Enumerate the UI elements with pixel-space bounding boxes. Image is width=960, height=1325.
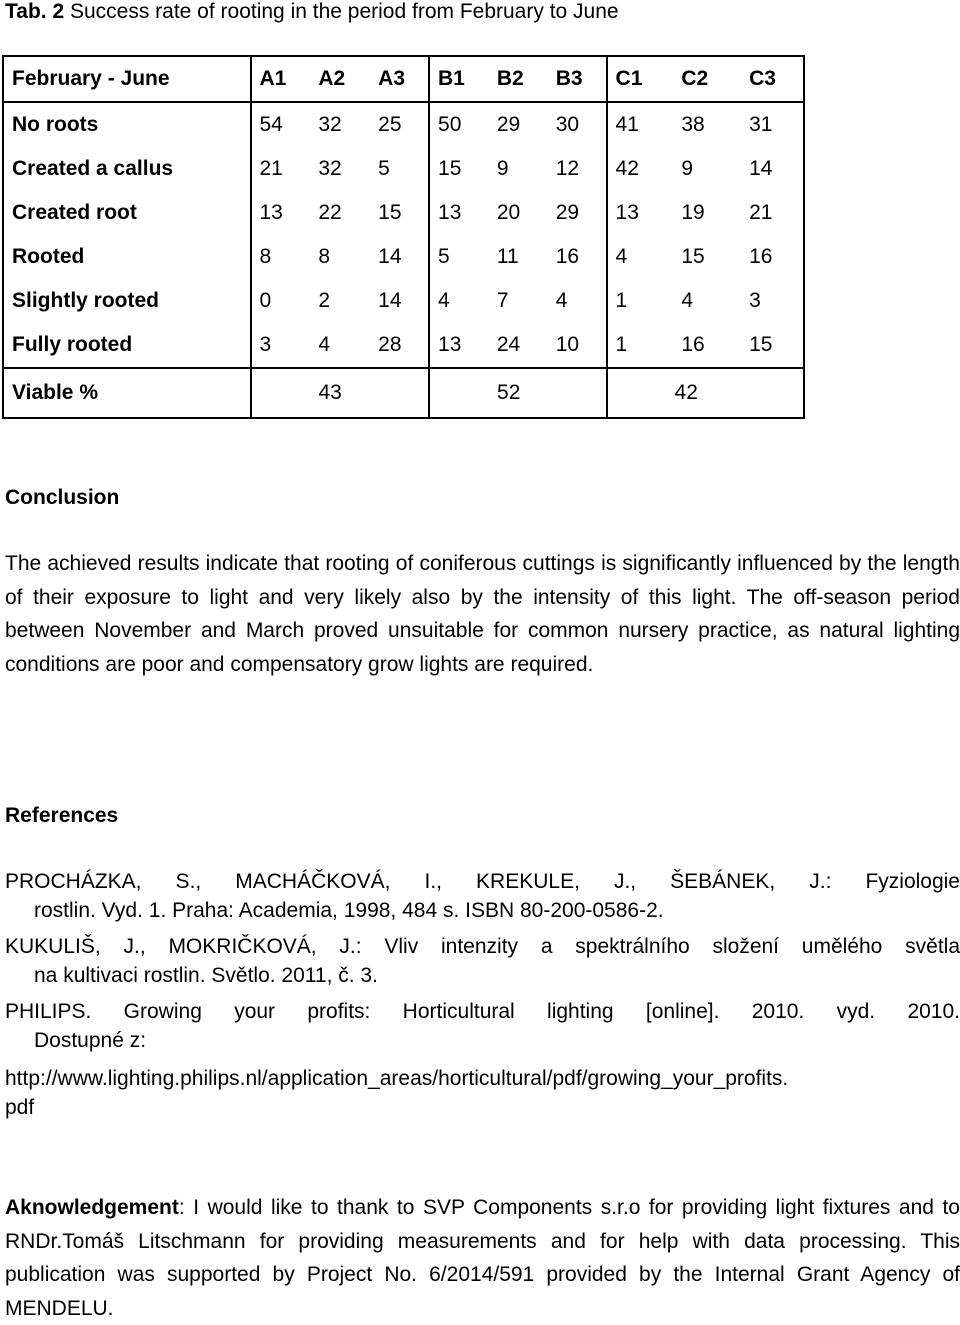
table-row	[3, 279, 804, 323]
column-header-a1: A1	[251, 56, 311, 102]
reference-url-line-2[interactable]: pdf	[5, 1096, 35, 1119]
row-label: Created a callus	[3, 147, 251, 191]
reference-1-continuation: rostlin. Vyd. 1. Praha: Academia, 1998, 484 s. ISBN 80-200-0586-2.	[34, 899, 664, 922]
viable-label: Viable %	[3, 368, 251, 418]
table-cell: 14	[741, 147, 804, 191]
conclusion-heading: Conclusion	[5, 486, 120, 509]
table-cell: 30	[555, 113, 580, 136]
table-cell: 9	[681, 157, 694, 180]
table-cell: 13	[429, 191, 489, 235]
table-row	[3, 323, 804, 368]
reference-url[interactable]	[5, 1064, 960, 1122]
acknowledgement-text: : I would like to thank to SVP Components s.r.o for providing light fixtures and to RNDr.Tomáš Litschmann for providing measurements and for help with data processing. This publication was supported by Project No. 6/2014/591 provided by the Internal Grant Agency of MENDELU.	[5, 1196, 960, 1320]
table-cell: 12	[555, 157, 580, 180]
table-cell: 4	[318, 333, 331, 356]
table-cell: 0	[251, 279, 311, 323]
table-caption-text: Success rate of rooting in the period from February to June	[64, 0, 619, 23]
table-cell: 1	[607, 323, 674, 368]
table-cell: 7	[496, 289, 509, 312]
reference-1-line: PROCHÁZKA, S., MACHÁČKOVÁ, I., KREKULE, J., ŠEBÁNEK, J.: Fyziologie	[5, 870, 960, 893]
table-cell: 16	[681, 333, 705, 356]
table-cell: 50	[429, 102, 489, 147]
table-cell: 15	[741, 323, 804, 368]
table-cell: 21	[741, 191, 804, 235]
table-cell: 29	[555, 201, 580, 224]
column-header-a3: A3	[370, 56, 429, 102]
table-row	[3, 235, 804, 279]
column-header-c1: C1	[607, 56, 674, 102]
column-header-b3: B3	[548, 56, 607, 102]
viable-percent-cell: 52	[429, 368, 607, 418]
table-cell: 4	[555, 289, 568, 312]
table-cell: 28	[378, 333, 402, 356]
table-cell: 38	[681, 113, 705, 136]
table-cell: 5	[378, 157, 390, 180]
reference-2-continuation: na kultivaci rostlin. Světlo. 2011, č. 3.	[34, 964, 378, 987]
table-cell: 11	[496, 245, 519, 268]
table-cell: 13	[251, 191, 311, 235]
viable-row	[3, 368, 804, 418]
table-cell: 3	[251, 323, 311, 368]
row-label: Rooted	[3, 235, 251, 279]
conclusion-text: The achieved results indicate that rooting of coniferous cuttings is significantly influenced by the length of their exposure to light and very likely also by the intensity of this light. The off-season period between November and March proved unsuitable for common nursery practice, as natural lighting conditions are poor and compensatory grow lights are required.	[5, 552, 960, 676]
table-cell: 29	[496, 113, 521, 136]
table-cell: 21	[251, 147, 311, 191]
table-cell: 2	[318, 289, 331, 312]
reference-item-3	[5, 997, 960, 1055]
table-cell: 10	[555, 333, 580, 356]
table-caption	[5, 0, 619, 24]
table-cell: 19	[681, 201, 705, 224]
row-label: No roots	[3, 102, 251, 147]
viable-percent-cell: 42	[607, 368, 804, 418]
table-cell: 8	[318, 245, 331, 268]
table-header-row	[3, 56, 804, 102]
table-cell: 8	[251, 235, 311, 279]
reference-item-2	[5, 932, 960, 990]
table-cell: 15	[681, 245, 705, 268]
reference-item-1	[5, 867, 960, 925]
table-cell: 9	[496, 157, 509, 180]
table-cell: 25	[378, 113, 402, 136]
table-cell: 13	[429, 323, 489, 368]
table-cell: 1	[607, 279, 674, 323]
table-cell: 14	[378, 245, 402, 268]
reference-url-line-1[interactable]: http://www.lighting.philips.nl/application_areas/horticultural/pdf/growing_your_profits.	[5, 1067, 789, 1090]
table-cell: 14	[378, 289, 402, 312]
column-header-b2: B2	[489, 56, 548, 102]
table-corner-cell: February - June	[3, 56, 251, 102]
table-cell: 41	[607, 102, 674, 147]
table-cell: 20	[496, 201, 521, 224]
reference-3-line: PHILIPS. Growing your profits: Horticultural lighting [online]. 2010. vyd. 2010.	[5, 1000, 960, 1023]
table-cell: 54	[251, 102, 311, 147]
table-cell: 31	[741, 102, 804, 147]
table-row	[3, 191, 804, 235]
acknowledgement-paragraph	[5, 1191, 960, 1325]
table-cell: 16	[555, 245, 580, 268]
rooting-success-table	[2, 55, 805, 419]
table-cell: 24	[496, 333, 521, 356]
reference-3-continuation: Dostupné z:	[34, 1029, 147, 1052]
table-cell: 3	[741, 279, 804, 323]
table-cell: 4	[681, 289, 694, 312]
table-cell: 15	[429, 147, 489, 191]
column-header-c2: C2	[673, 56, 741, 102]
column-header-a2: A2	[310, 56, 370, 102]
table-cell: 42	[607, 147, 674, 191]
row-label: Slightly rooted	[3, 279, 251, 323]
row-label: Created root	[3, 191, 251, 235]
table-cell: 13	[607, 191, 674, 235]
table-cell: 32	[318, 113, 342, 136]
column-header-c3: C3	[741, 56, 804, 102]
table-cell: 22	[318, 201, 342, 224]
table-caption-label: Tab. 2	[5, 0, 65, 23]
table-row	[3, 102, 804, 147]
table-cell: 15	[378, 201, 402, 224]
table-cell: 5	[429, 235, 489, 279]
column-header-b1: B1	[429, 56, 489, 102]
table-cell: 4	[429, 279, 489, 323]
table-row	[3, 147, 804, 191]
table-cell: 16	[741, 235, 804, 279]
row-label: Fully rooted	[3, 323, 251, 368]
viable-percent-cell: 43	[251, 368, 430, 418]
table-cell: 32	[318, 157, 342, 180]
references-heading: References	[5, 804, 119, 827]
table-cell: 4	[607, 235, 674, 279]
acknowledgement-label: Aknowledgement	[5, 1196, 179, 1219]
reference-2-line: KUKULIŠ, J., MOKRIČKOVÁ, J.: Vliv intenzity a spektrálního složení umělého světla	[5, 935, 960, 958]
